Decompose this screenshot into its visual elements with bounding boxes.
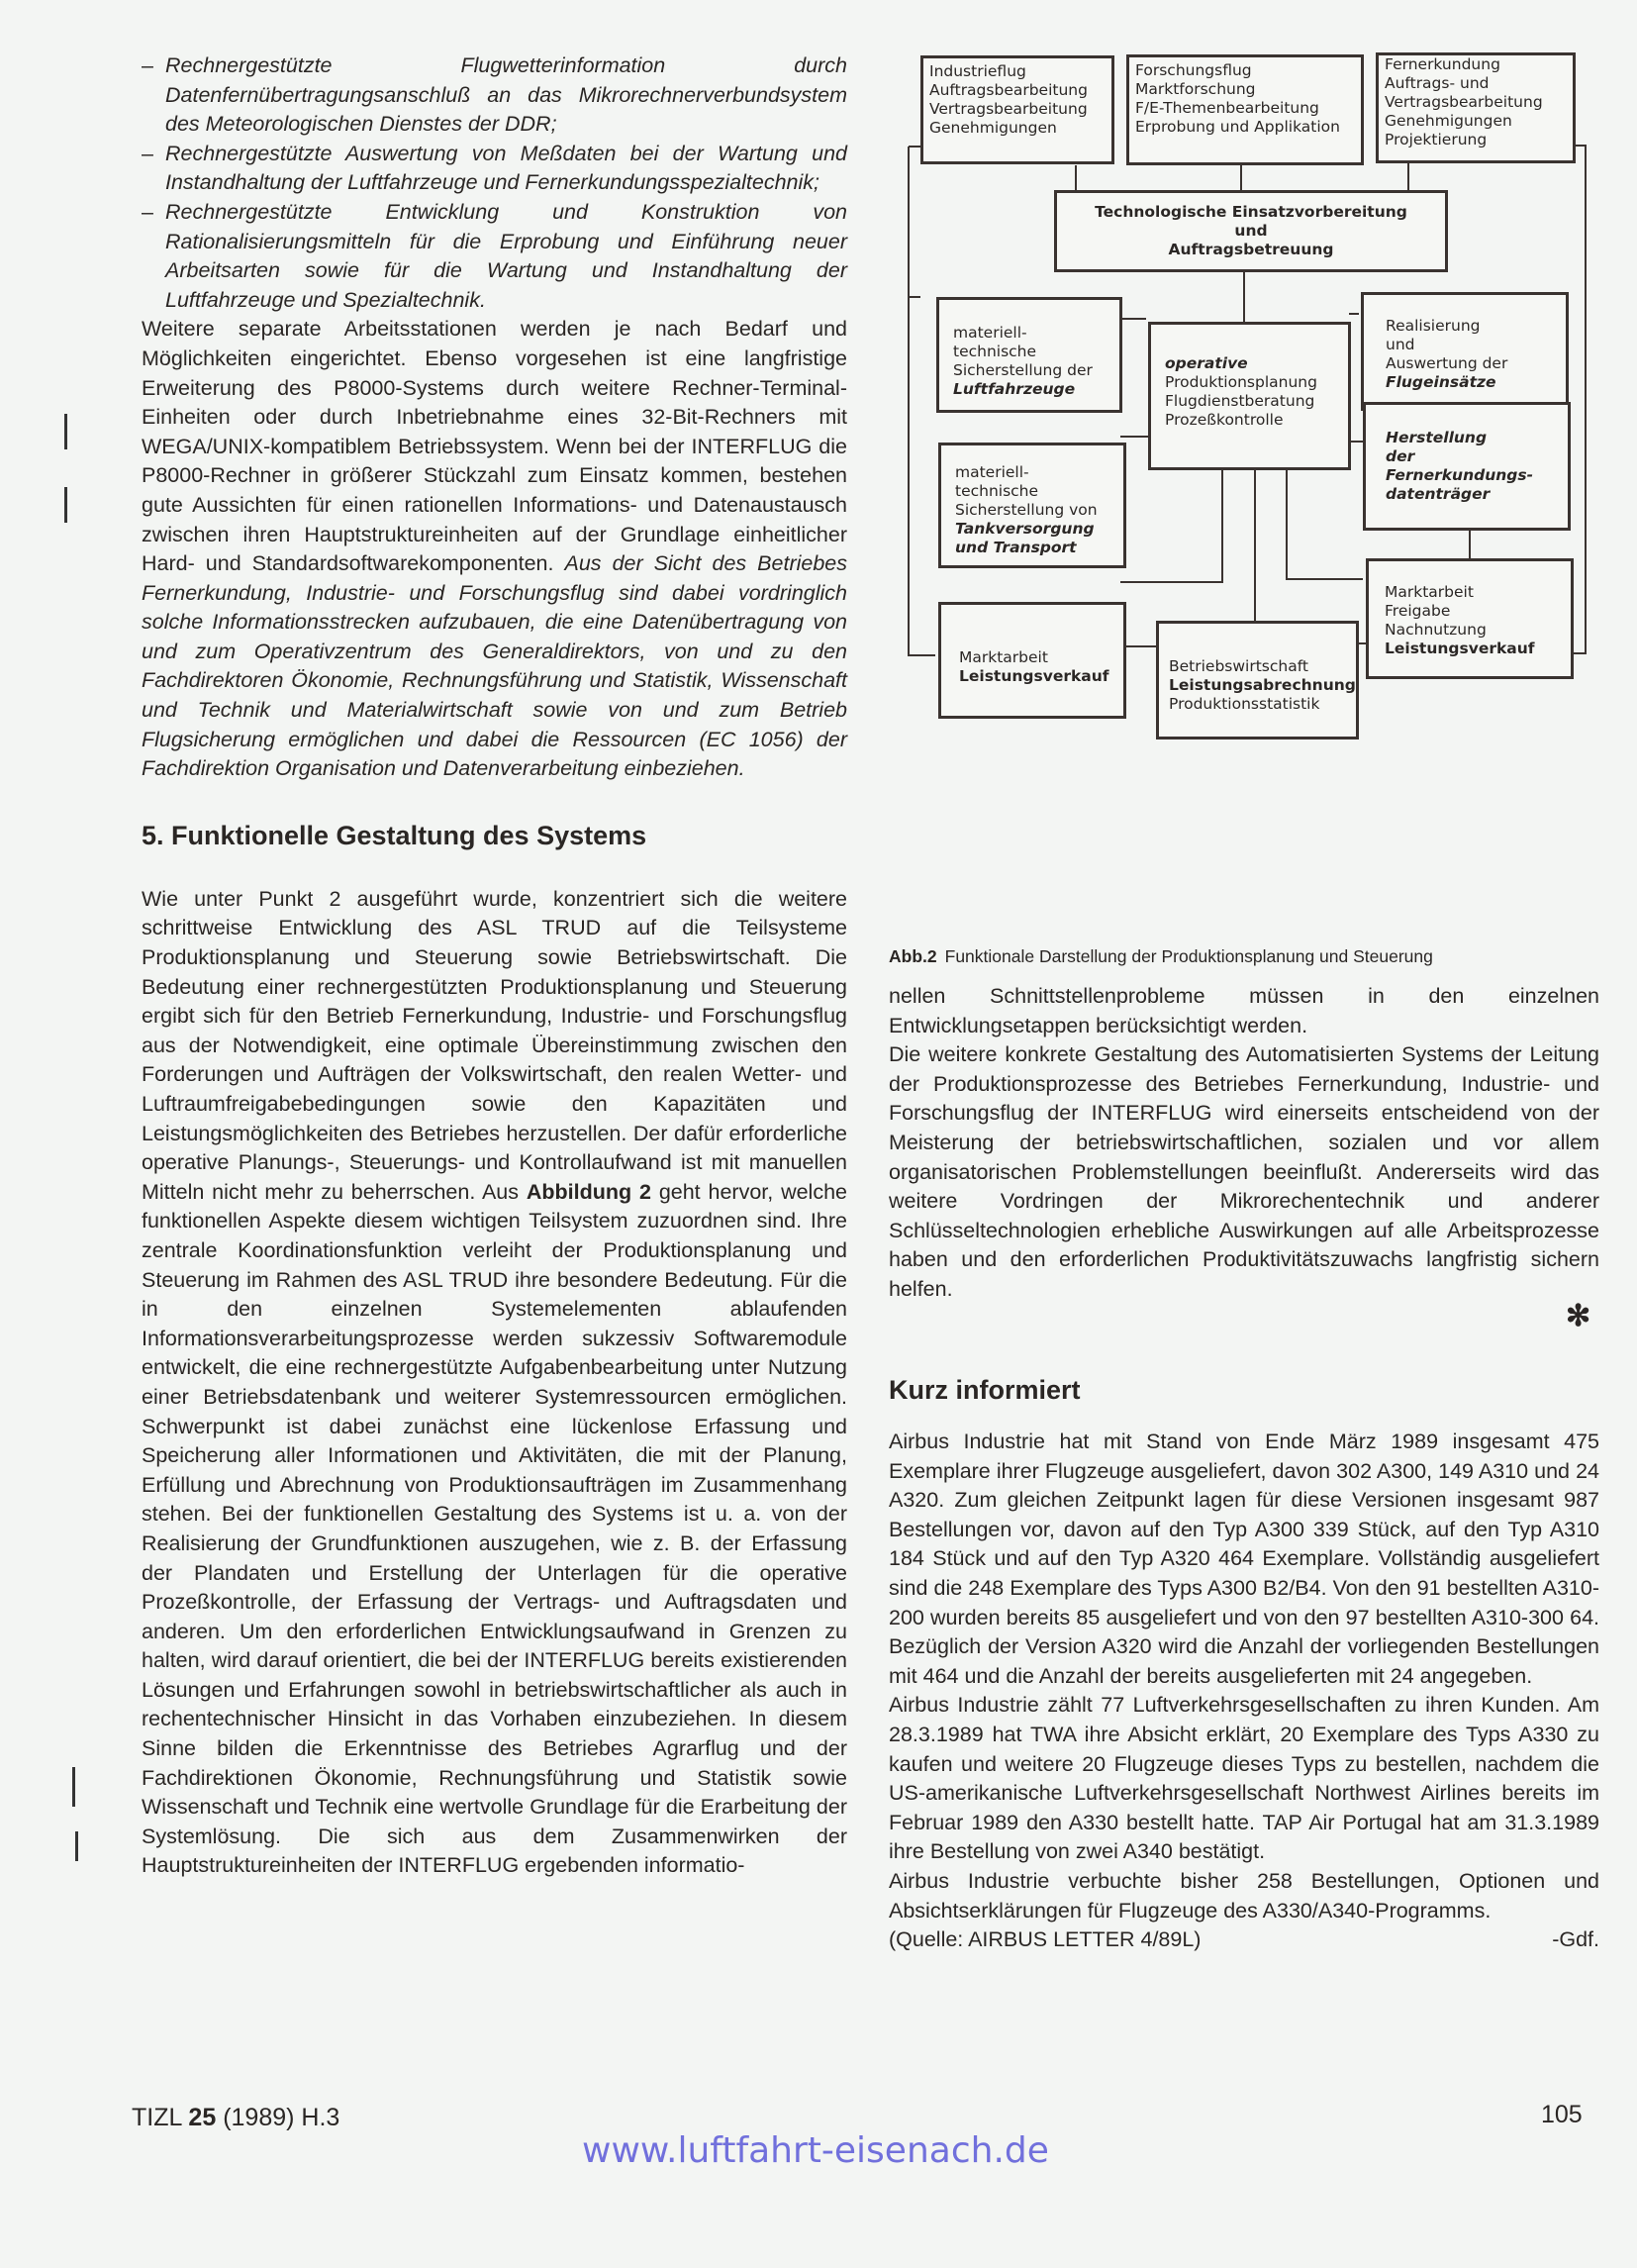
box-line: Auftragsbearbeitung (929, 81, 1088, 99)
paragraph-continuation: nellen Schnittstellenprobleme müssen in den einzelnen Entwicklungsetappen berücksichtigt werden. (889, 984, 1599, 1037)
journal-year-issue: (1989) H.3 (223, 2104, 340, 2131)
box-line: Herstellung (1386, 429, 1488, 446)
box-mt-luftfahrzeuge (936, 297, 1122, 413)
box-line: und (1386, 336, 1415, 353)
box-marktarbeit-right (1366, 558, 1574, 679)
source-citation: (Quelle: AIRBUS LETTER 4/89L) (889, 1927, 1202, 1952)
box-marktarbeit-left (938, 602, 1126, 719)
box-line: Luftfahrzeuge (953, 380, 1076, 398)
journal-reference (132, 2104, 339, 2132)
paragraph-outlook: Die weitere konkrete Gestaltung des Automatisierten Systems der Leitung der Produktionsprozesse des Betriebes Fernerkundung, Industrie- und Forschungsflug der INTERFLUG wird einerseits entscheidend von der Meisterung der betriebswirtschaftlichen, sozialen und vor allem organisatorischen Problemstellungen beeinflußt. Andererseits wird das weitere Vordringen der Mikrorechentechnik und anderer Schlüsseltechnologien erhebliche Auswirkungen auf alle Arbeitsprozesse haben und den erforderlichen Produktivitätszuwachs langfristig sichern helfen. (889, 1042, 1599, 1301)
box-line: materiell- (955, 463, 1029, 481)
box-line: Technologische Einsatzvorbereitung (1095, 203, 1407, 221)
box-line: Leistungsverkauf (959, 667, 1109, 685)
box-line: Fernerkundungs- (1386, 466, 1534, 484)
box-line: Leistungsabrechnung (1169, 676, 1356, 694)
box-line: Fernerkundung (1385, 55, 1500, 73)
box-technologische-einsatzvorbereitung (1054, 190, 1448, 272)
box-line: und (1234, 222, 1268, 240)
box-line: Forschungsflug (1135, 61, 1252, 79)
box-line: Projektierung (1385, 131, 1488, 148)
box-line: Sicherstellung der (953, 361, 1093, 379)
box-line: Realisierung (1386, 317, 1481, 335)
box-line: Flugdienstberatung (1165, 392, 1315, 410)
author-initials: -Gdf. (1552, 1927, 1599, 1952)
box-line: Vertragsbearbeitung (1385, 93, 1543, 111)
paragraph-functional-design: Wie unter Punkt 2 ausgeführt wurde, konzentriert sich die weitere schrittweise Entwicklung des ASL TRUD auf die Teilsysteme Produktionsplanung und Steuerung sowie Betriebswirtschaft. Die Bedeutung einer rechnergestützten Produktionsplanung und Steuerung ergibt sich für den Betrieb Fernerkundung, Industrie- und Forschungsflug aus der Notwendigkeit, eine optimale Übereinstimmung zwischen den Forderungen und Aufträgen der Volkswirtschaft, den realen Wetter- und Luftraumfreigabebedingungen sowie den Kapazitäten und Leistungsmöglichkeiten des Betriebes herzustellen. Der dafür erforderliche operative Planungs-, Steuerungs- und Kontrollaufwand ist mit manuellen Mitteln nicht mehr zu beherrschen. Aus Abbildung 2 geht hervor, welche funktionellen Aspekte diesem wichtigen Teilsystem zuzuordnen sind. Ihre zentrale Koordinationsfunktion verleiht der Produktionsplanung und Steuerung im Rahmen des ASL TRUD ihre besondere Bedeutung. Für die in den einzelnen Systemelementen ablaufenden Informationsverarbeitungsprozesse werden sukzessiv Softwaremodule entwickelt, die eine rechnergestützte Aufgabenbearbeitung unter Nutzung einer Betriebsdatenbank und weiterer Systemressourcen ermöglichen. Schwerpunkt ist dabei zunächst eine lückenlose Erfassung und Speicherung aller Informationen und Aktivitäten, die mit der Planung, Erfüllung und Abrechnung von Produktionsaufträgen im Zusammenhang stehen. Bei der funktionellen Gestaltung des Systems ist u. a. von der Realisierung der Grundfunktionen auszugehen, wie z. B. der Erfassung der Plandaten und Erstellung der Unterlagen für die operative Prozeßkontrolle, der Erfassung der Vertrags- und Auftragsdaten und anderen. Um den erforderlichen Entwicklungsaufwand in Grenzen zu halten, wird darauf orientiert, die bei der INTERFLUG bereits existierenden Lösungen und Erfahrungen sowohl in betriebswirtschaftlicher als auch in rechentechnischer Hinsicht in das Vorhaben einzubeziehen. In diesem Sinne bilden die Erkenntnisse des Betriebes Agrarflug und der Fachdirektionen Ökonomie, Rechnungsführung und Statistik sowie Wissenschaft und Technik eine wertvolle Grundlage für die Erarbeitung der Systemlösung. Die sich aus dem Zusammenwirken der Hauptstruktureinheiten der INTERFLUG ergebenden informatio- (142, 886, 848, 1878)
connector (1120, 465, 1222, 582)
box-line: Marktarbeit (1385, 583, 1474, 601)
box-line: Industrieflug (929, 62, 1026, 80)
box-line: Auftrags- und (1385, 74, 1490, 92)
section-heading: 5. Funktionelle Gestaltung des Systems (142, 820, 647, 850)
journal-volume: 25 (188, 2104, 217, 2131)
page-number: 105 (1541, 2101, 1583, 2128)
paragraph-airbus-deliveries: Airbus Industrie hat mit Stand von Ende März 1989 insgesamt 475 Exemplare ihrer Flugzeuge ausgeliefert, davon 302 A300, 149 A310 und 24 A320. Zum gleichen Zeitpunkt lagen für diese Versionen insgesamt 987 Bestellungen vor, davon auf den Typ A300 339 Stück, auf den Typ A310 184 Stück und auf den Typ A320 464 Exemplare. Vollständig ausgeliefert sind die 248 Exemplare des Typs A300 B2/B4. Von den 91 bestellten A310-200 wurden bereits 85 ausgeliefert und von den 97 bestellten A310-300 64. Bezüglich der Version A320 wird die Anzahl der vorliegenden Bestellungen mit 464 und die Anzahl der bereits ausgelieferten mit 24 angegeben. (889, 1430, 1599, 1688)
margin-mark (64, 414, 67, 449)
box-line: Flugeinsätze (1386, 373, 1496, 391)
box-line: Prozeßkontrolle (1165, 411, 1284, 429)
box-industrieflug (920, 55, 1114, 164)
box-line: operative (1165, 354, 1248, 372)
box-forschungsflug (1126, 54, 1364, 165)
margin-mark (75, 1831, 78, 1861)
box-line: Tankversorgung (955, 520, 1095, 538)
margin-mark (64, 487, 67, 523)
box-line: Produktionsstatistik (1169, 695, 1320, 713)
box-line: und Transport (955, 539, 1077, 556)
box-line: technische (953, 343, 1037, 360)
figure-reference: Abbildung 2 (526, 1179, 651, 1204)
end-of-article-mark: ✻ (1566, 1300, 1591, 1332)
box-line: Erprobung und Applikation (1135, 118, 1340, 136)
box-line: Freigabe (1385, 602, 1451, 620)
box-fernerkundung (1376, 52, 1576, 163)
connector (1287, 465, 1363, 579)
box-operative (1148, 322, 1351, 470)
box-line: Sicherstellung von (955, 501, 1098, 519)
figure-label: Abb.2 (889, 946, 937, 966)
paragraph-airbus-orders: Airbus Industrie verbuchte bisher 258 Bestellungen, Optionen und Absichtserklärungen für Flugzeuge des A330/A340-Programms. (889, 1868, 1599, 1923)
right-column-kurz (889, 1374, 1599, 1955)
watermark-url: www.luftfahrt-eisenach.de (582, 2130, 1049, 2171)
box-line: materiell- (953, 324, 1027, 342)
margin-mark (72, 1767, 75, 1807)
figure-caption (889, 946, 1433, 967)
journal-name: TIZL (132, 2104, 182, 2131)
paragraph-workstations: Weitere separate Arbeitsstationen werden je nach Bedarf und Möglichkeiten eingerichtet. Ebenso vorgesehen ist eine langfristige Erweiterung des P8000-Systems durch weitere Rechner-Terminal-Einheiten oder durch Inbetriebnahme eines 32-Bit-Rechners mit WEGA/UNIX-kompatiblem Betriebssystem. Wenn bei der INTERFLUG die P8000-Rechner in größerer Stückzahl zum Einsatz kommen, bestehen gute Aussichten für einen rationellen Informations- und Datenaustausch zwischen ihren Hauptstruktureinheiten auf der Grundlage einheitlicher Hard- und Standardsoftwarekomponenten. Aus der Sicht des Betriebes Fernerkundung, Industrie- und Forschungsflug sind dabei vordringlich solche Informationsstrecken aufzubauen, die eine Datenübertragung von und zum Operativzentrum des Generaldirektors, von und zu den Fachdirektoren Ökonomie, Rechnungsführung und Statistik, Wissenschaft und Technik und Materialwirtschaft sowie von und zum Betrieb Flugsicherung ermöglichen und dabei die Ressourcen (EC 1056) der Fachdirektion Organisation und Datenverarbeitung einbeziehen. (142, 317, 848, 781)
box-herstellung (1363, 402, 1571, 531)
paragraph-airbus-customers: Airbus Industrie zählt 77 Luftverkehrsgesellschaften zu ihren Kunden. Am 28.3.1989 hat TWA ihre Absicht erklärt, 20 Exemplare des Typs A330 zu kaufen und weitere 20 Flugzeuge dieses Typs zu bestellen, nachdem die US-amerikanische Luftverkehrsgesellschaft Northwest Airlines bereits im Februar 1989 den A330 bestellt hatte. TAP Air Portugal hat am 31.3.1989 ihre Bestellung von zwei A340 bestätigt. (889, 1693, 1599, 1864)
box-line: Auswertung der (1386, 354, 1508, 372)
bullet-item: – Rechnergestützte Entwicklung und Konstruktion von Rationalisierungsmitteln für die Erprobung und Einführung neuer Arbeitsarten sowie für die Wartung und Instandhaltung der Luftfahrzeuge und Spezialtechnik. (142, 198, 847, 315)
box-line: Betriebswirtschaft (1169, 657, 1308, 675)
box-line: technische (955, 482, 1039, 500)
box-mt-tankversorgung (938, 443, 1126, 568)
box-line: Marktarbeit (959, 648, 1048, 666)
box-line: F/E-Themenbearbeitung (1135, 99, 1319, 117)
connector (909, 297, 935, 655)
box-line: Nachnutzung (1385, 621, 1487, 639)
kurz-informiert-heading: Kurz informiert (889, 1375, 1081, 1405)
box-line: Leistungsverkauf (1385, 640, 1535, 657)
box-line: Produktionsplanung (1165, 373, 1317, 391)
box-line: Genehmigungen (1385, 112, 1512, 130)
figure-diagram (901, 49, 1593, 940)
box-line: Genehmigungen (929, 119, 1057, 137)
right-column-upper (889, 982, 1599, 1305)
box-line: Marktforschung (1135, 80, 1256, 98)
figure-caption-text: Funktionale Darstellung der Produktionsplanung und Steuerung (944, 946, 1433, 966)
bullet-item: – Rechnergestützte Flugwetterinformation durch Datenfernübertragungsanschluß an das Mikrorechnerverbundsystem des Meteorologischen Dienstes der DDR; (142, 51, 847, 140)
box-line: Auftragsbetreuung (1168, 241, 1334, 258)
left-column (142, 51, 847, 1881)
source-line (889, 1925, 1599, 1955)
box-betriebswirtschaft (1156, 621, 1359, 740)
box-line: Vertragsbearbeitung (929, 100, 1088, 118)
bullet-list (142, 51, 847, 315)
box-realisierung (1361, 292, 1569, 411)
bullet-item: – Rechnergestützte Auswertung von Meßdaten bei der Wartung und Instandhaltung der Luftfahrzeuge und Fernerkundungsspezialtechnik; (142, 140, 847, 198)
box-line: datenträger (1386, 485, 1491, 503)
box-line: der (1386, 447, 1415, 465)
connector (1574, 146, 1586, 653)
